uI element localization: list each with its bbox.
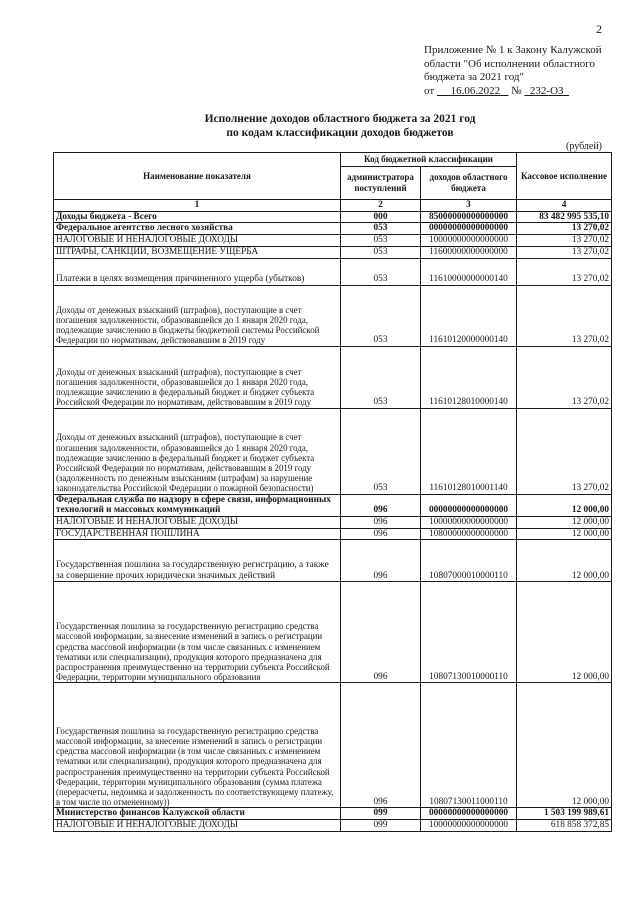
row-amount-cell: 12 000,00: [517, 582, 612, 683]
row-amount-cell: 618 858 372,85: [517, 820, 612, 832]
row-admin-code-cell: 096: [341, 528, 421, 540]
column-number: 4: [517, 200, 612, 212]
row-income-code-cell: 00000000000000000: [421, 223, 517, 235]
table-row: [54, 408, 612, 494]
row-amount-cell: 12 000,00: [517, 516, 612, 528]
row-income-code-cell: 10000000000000000: [421, 235, 517, 247]
row-admin-code-cell: 053: [341, 285, 421, 346]
row-name-cell: ГОСУДАРСТВЕННАЯ ПОШЛИНА: [54, 528, 341, 540]
row-admin-code-cell: 099: [341, 820, 421, 832]
row-income-code-cell: 10000000000000000: [421, 820, 517, 832]
appendix-note: [424, 44, 629, 98]
row-admin-code-cell: 053: [341, 408, 421, 494]
row-income-code-cell: 11610000000000140: [421, 258, 517, 285]
row-admin-code-cell: 096: [341, 494, 421, 516]
units-label: (рублей): [566, 141, 603, 152]
number-prefix: №: [511, 84, 522, 97]
column-number: 3: [421, 200, 517, 212]
row-amount-cell: 13 270,02: [517, 285, 612, 346]
row-admin-code-cell: 099: [341, 808, 421, 820]
table-row: [54, 346, 612, 408]
appendix-line: бюджета за 2021 год": [424, 71, 524, 83]
row-name-cell: НАЛОГОВЫЕ И НЕНАЛОГОВЫЕ ДОХОДЫ: [54, 235, 341, 247]
table-row: [54, 540, 612, 582]
row-name-cell: Государственная пошлина за государственную регистрацию средства массовой информации, за внесение изменений в запись о регистрации средства массовой информации (в том числе связанных с изменением тематики или специализации), продукция которого предназначена для распространения преимущественно на территории субъекта Российской Федерации, территории муниципального образования (сумма платежа (перерасчеты, недоимка и задолженность по соответствующему платежу, в том числе по отмененному)): [54, 683, 341, 808]
row-name-cell: Государственная пошлина за государственную регистрацию средства массовой информации, за внесение изменений в запись о регистрации средства массовой информации (в том числе связанных с изменением тематики или специализации), продукция которого предназначена для распространения преимущественно на территории субъекта Российской Федерации, территории муниципального образования: [54, 582, 341, 683]
column-number: 2: [341, 200, 421, 212]
row-name-cell: Доходы от денежных взысканий (штрафов), поступающие в счет погашения задолженности, образовавшейся до 1 января 2020 года, подлежащие зачислению в федеральный бюджет и бюджет субъекта Российской Федерации по нормативам, действовавшим в 2019 году (задолженность по денежным взысканиям (штрафам) за нарушение законодательства Российской Федерации о пожарной безопасности): [54, 408, 341, 494]
row-admin-code-cell: 053: [341, 223, 421, 235]
row-name-cell: Доходы бюджета - Всего: [54, 211, 341, 223]
row-amount-cell: 12 000,00: [517, 528, 612, 540]
appendix-line: Приложение № 1 к Закону Калужской: [424, 44, 602, 56]
table-row: [54, 235, 612, 247]
row-name-cell: НАЛОГОВЫЕ И НЕНАЛОГОВЫЕ ДОХОДЫ: [54, 820, 341, 832]
title-line-2: по кодам классификации доходов бюджетов: [226, 127, 454, 139]
header-income-code: доходов областного бюджета: [421, 167, 517, 200]
row-income-code-cell: 10807000010000110: [421, 540, 517, 582]
row-income-code-cell: 00000000000000000: [421, 494, 517, 516]
row-name-cell: Федеральная служба по надзору в сфере связи, информационных технологий и массовых коммуникаций: [54, 494, 341, 516]
row-admin-code-cell: 053: [341, 346, 421, 408]
row-income-code-cell: 10000000000000000: [421, 516, 517, 528]
row-amount-cell: 13 270,02: [517, 408, 612, 494]
row-income-code-cell: 10800000000000000: [421, 528, 517, 540]
table-row: [54, 285, 612, 346]
row-admin-code-cell: 096: [341, 516, 421, 528]
row-name-cell: Министерство финансов Калужской области: [54, 808, 341, 820]
row-income-code-cell: 00000000000000000: [421, 808, 517, 820]
row-amount-cell: 1 503 199 989,61: [517, 808, 612, 820]
appendix-signature-line: [424, 85, 629, 99]
row-amount-cell: 12 000,00: [517, 683, 612, 808]
row-name-cell: ШТРАФЫ, САНКЦИИ, ВОЗМЕЩЕНИЕ УЩЕРБА: [54, 246, 341, 258]
page-number: 2: [596, 22, 602, 36]
row-income-code-cell: 11610120000000140: [421, 285, 517, 346]
table-row: [54, 683, 612, 808]
header-code-group: Код бюджетной классификации: [341, 153, 517, 167]
table-row: [54, 820, 612, 832]
row-name-cell: НАЛОГОВЫЕ И НЕНАЛОГОВЫЕ ДОХОДЫ: [54, 516, 341, 528]
table-row: [54, 223, 612, 235]
document-title: [150, 112, 530, 140]
row-admin-code-cell: 096: [341, 582, 421, 683]
row-income-code-cell: 10807130011000110: [421, 683, 517, 808]
row-admin-code-cell: 096: [341, 683, 421, 808]
row-admin-code-cell: 053: [341, 246, 421, 258]
row-admin-code-cell: 000: [341, 211, 421, 223]
row-amount-cell: 12 000,00: [517, 540, 612, 582]
row-amount-cell: 13 270,02: [517, 258, 612, 285]
row-amount-cell: 13 270,02: [517, 223, 612, 235]
row-amount-cell: 83 482 995 535,10: [517, 211, 612, 223]
row-income-code-cell: 85000000000000000: [421, 211, 517, 223]
row-amount-cell: 13 270,02: [517, 346, 612, 408]
table-row: [54, 528, 612, 540]
row-income-code-cell: 11600000000000000: [421, 246, 517, 258]
row-income-code-cell: 10807130010000110: [421, 582, 517, 683]
table-row: [54, 808, 612, 820]
table-row: [54, 516, 612, 528]
appendix-line: области "Об исполнении областного: [424, 57, 595, 70]
header-name: Наименование показателя: [54, 153, 341, 200]
table-row: [54, 211, 612, 223]
law-date: 16.06.2022: [450, 84, 501, 97]
header-admin: администратора поступлений: [341, 167, 421, 200]
header-cash: Кассовое исполнение: [517, 153, 612, 200]
row-amount-cell: 13 270,02: [517, 235, 612, 247]
title-line-1: Исполнение доходов областного бюджета за 2021 год: [204, 113, 476, 125]
row-amount-cell: 12 000,00: [517, 494, 612, 516]
row-name-cell: Доходы от денежных взысканий (штрафов), поступающие в счет погашения задолженности, образовавшейся до 1 января 2020 года, подлежащие зачислению в федеральный бюджет и бюджет субъекта Российской Федерации по нормативам, действовавшим в 2019 году: [54, 346, 341, 408]
table-row: [54, 258, 612, 285]
date-prefix: от: [424, 84, 435, 97]
row-admin-code-cell: 096: [341, 540, 421, 582]
row-admin-code-cell: 053: [341, 235, 421, 247]
row-income-code-cell: 11610128010001140: [421, 408, 517, 494]
row-name-cell: Доходы от денежных взысканий (штрафов), поступающие в счет погашения задолженности, образовавшейся до 1 января 2020 года, подлежащие зачислению в бюджеты бюджетной системы Российской Федерации по нормативам, действовавшим в 2019 году: [54, 285, 341, 346]
row-name-cell: Федеральное агентство лесного хозяйства: [54, 223, 341, 235]
row-amount-cell: 13 270,02: [517, 246, 612, 258]
row-admin-code-cell: 053: [341, 258, 421, 285]
column-number: 1: [54, 200, 341, 212]
table-row: [54, 494, 612, 516]
table-row: [54, 582, 612, 683]
table-row: [54, 246, 612, 258]
row-name-cell: Государственная пошлина за государственную регистрацию, а также за совершение прочих юридически значимых действий: [54, 540, 341, 582]
row-income-code-cell: 11610128010000140: [421, 346, 517, 408]
income-table: [53, 152, 612, 832]
law-number: 232-ОЗ: [529, 84, 564, 97]
row-name-cell: Платежи в целях возмещения причиненного ущерба (убытков): [54, 258, 341, 285]
